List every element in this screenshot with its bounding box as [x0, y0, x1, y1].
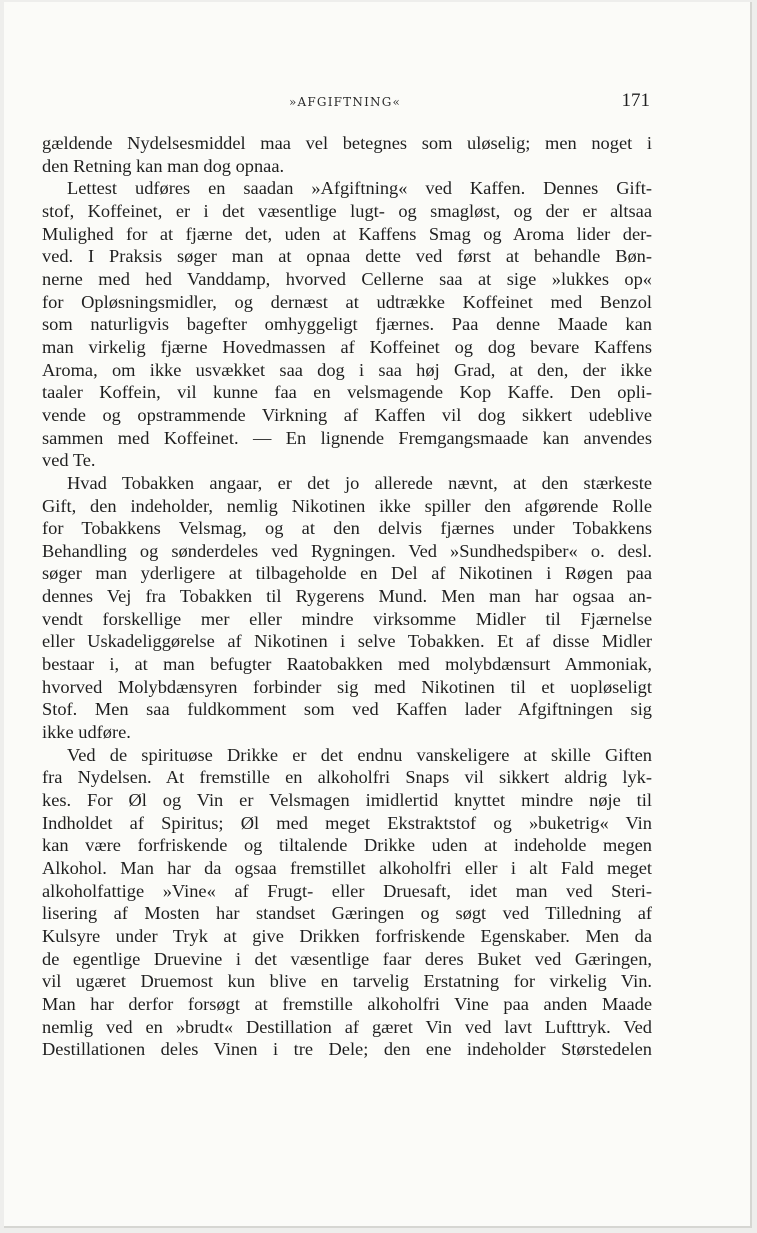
- text-line: Destillationen deles Vinen i tre Dele; den ene indeholder Størstedelen: [42, 1039, 652, 1060]
- text-line: Indholdet af Spiritus; Øl med meget Ekstraktstof og »buketrig« Vin: [42, 812, 652, 833]
- text-line: ved Te.: [42, 450, 96, 471]
- text-line: Man har derfor forsøgt at fremstille alkoholfri Vine paa anden Maade: [42, 993, 652, 1014]
- page-number: 171: [621, 90, 650, 111]
- text-line: den Retning kan man dog opnaa.: [42, 155, 285, 176]
- text-line: alkoholfattige »Vine« af Frugt- eller Druesaft, idet man ved Steri-: [42, 880, 652, 901]
- text-line: Mulighed for at fjærne det, uden at Kaffens Smag og Aroma lider der-: [42, 223, 652, 244]
- text-line: nemlig ved en »brudt« Destillation af gæret Vin ved lavt Lufttryk. Ved: [42, 1016, 652, 1037]
- text-line: som naturligvis bagefter omhyggeligt fjærnes. Paa denne Maade kan: [42, 314, 652, 335]
- text-line: Kulsyre under Tryk at give Drikken forfriskende Egenskaber. Men da: [42, 925, 652, 946]
- text-line: vendt forskellige mer eller mindre virksomme Midler til Fjærnelse: [42, 608, 652, 629]
- text-line: fra Nydelsen. At fremstille en alkoholfri Snaps vil sikkert aldrig lyk-: [42, 767, 652, 788]
- text-line: man virkelig fjærne Hovedmassen af Koffeinet og dog bevare Kaffens: [42, 336, 652, 357]
- text-line: vil ugæret Druemost kun blive en tarvelig Erstatning for virkelig Vin.: [42, 971, 652, 992]
- text-line: kan være forfriskende og tiltalende Drikke uden at indeholde megen: [42, 835, 652, 856]
- text-line: taaler Koffein, vil kunne faa en velsmagende Kop Kaffe. Den opli-: [42, 382, 652, 403]
- text-line: vende og opstrammende Virkning af Kaffen vil dog sikkert udeblive: [42, 404, 652, 425]
- text-line: eller Uskadeliggørelse af Nikotinen i selve Tobakken. Et af disse Midler: [42, 631, 652, 652]
- text-line: stof, Koffeinet, er i det væsentlige lugt- og smagløst, og der er altsaa: [42, 200, 652, 221]
- text-line: hvorved Molybdænsyren forbinder sig med Nikotinen til et uopløseligt: [42, 676, 652, 697]
- text-line: Hvad Tobakken angaar, er det jo allerede nævnt, at den stærkeste: [67, 472, 652, 493]
- text-line: for Opløsningsmidler, og dernæst at udtrække Koffeinet med Benzol: [42, 291, 652, 312]
- text-line: Ved de spirituøse Drikke er det endnu vanskeligere at skille Giften: [67, 744, 652, 765]
- text-line: bestaar i, at man befugter Raatobakken med molybdænsurt Ammoniak,: [42, 654, 652, 675]
- book-page: [4, 2, 752, 1228]
- text-line: nerne med hed Vanddamp, hvorved Cellerne saa at sige »lukkes op«: [42, 268, 652, 289]
- text-line: Gift, den indeholder, nemlig Nikotinen ikke spiller den afgørende Rolle: [42, 495, 652, 516]
- text-line: ikke udføre.: [42, 722, 131, 743]
- text-line: lisering af Mosten har standset Gæringen og søgt ved Tilledning af: [42, 903, 652, 924]
- text-line: kes. For Øl og Vin er Velsmagen imidlertid knyttet mindre nøje til: [42, 790, 652, 811]
- text-line: Aroma, om ikke usvækket saa dog i saa høj Grad, at den, der ikke: [42, 359, 652, 380]
- text-line: gældende Nydelsesmiddel maa vel betegnes som uløselig; men noget i: [42, 133, 652, 153]
- text-line: Alkohol. Man har da ogsaa fremstillet alkoholfri eller i alt Fald meget: [42, 858, 652, 878]
- text-line: søger man yderligere at tilbageholde en Del af Nikotinen i Røgen paa: [42, 563, 652, 584]
- text-line: ved. I Praksis søger man at opnaa dette ved først at behandle Bøn-: [42, 246, 652, 267]
- text-line: Lettest udføres en saadan »Afgiftning« ved Kaffen. Dennes Gift-: [67, 178, 652, 199]
- text-line: de egentlige Druevine i det væsentlige faar deres Buket ved Gæringen,: [42, 948, 652, 969]
- body-text: [42, 132, 652, 1061]
- text-line: for Tobakkens Velsmag, og at den delvis fjærnes under Tobakkens: [42, 518, 652, 539]
- text-line: Stof. Men saa fuldkomment som ved Kaffen lader Afgiftningen sig: [42, 699, 652, 720]
- text-line: sammen med Koffeinet. — En lignende Fremgangsmaade kan anvendes: [42, 427, 652, 448]
- running-head: »AFGIFTNING«: [289, 95, 402, 109]
- text-line: Behandling og sønderdeles ved Rygningen. Ved »Sundhedspiber« o. desl.: [42, 540, 652, 561]
- text-line: dennes Vej fra Tobakken til Rygerens Mund. Men man har ogsaa an-: [42, 586, 652, 607]
